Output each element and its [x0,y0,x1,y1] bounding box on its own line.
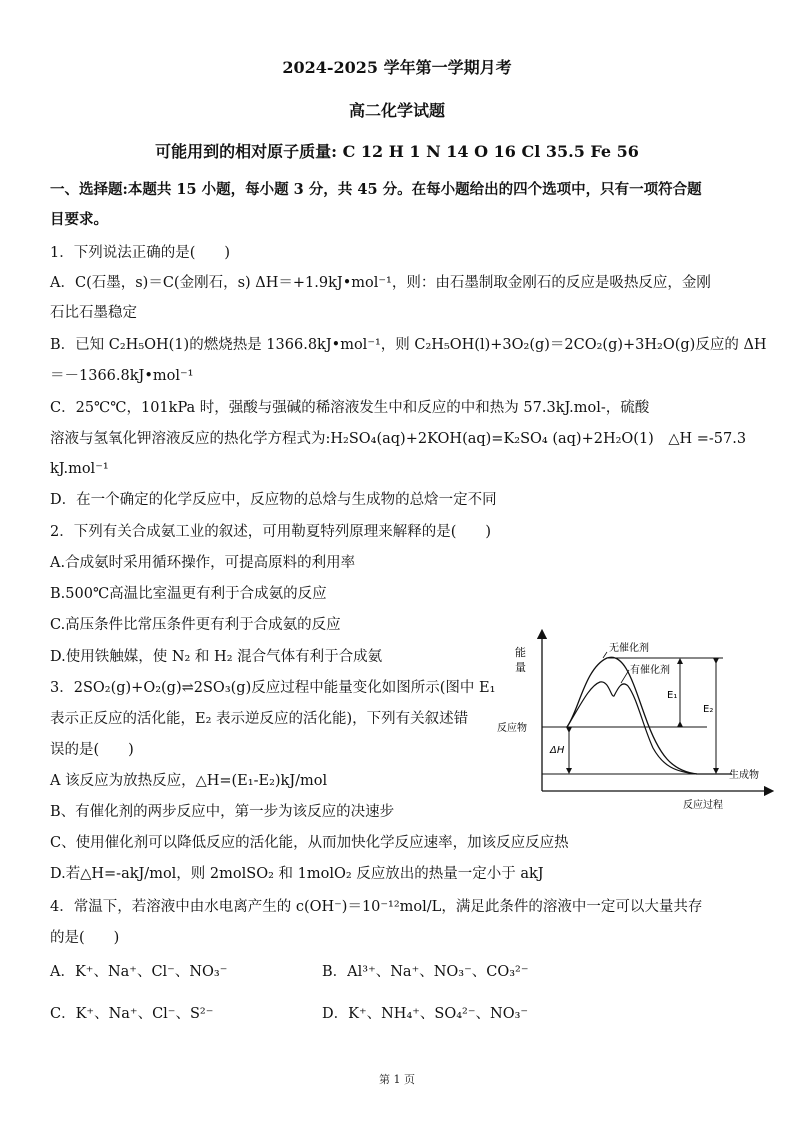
curve-with-catalyst [567,682,697,774]
page-number: 第 1 页 [379,1073,415,1086]
q3-stem-line3: 误的是( ) [50,742,134,758]
section-intro-line2: 目要求。 [50,211,108,228]
subject-title: 高二化学试题 [348,101,445,120]
q4-option-d: D．K⁺、NH₄⁺、SO₄²⁻、NO₃⁻ [322,1006,529,1022]
q4-option-b: B．Al³⁺、Na⁺、NO₃⁻、CO₃²⁻ [322,964,529,980]
q4-stem-line2: 的是( ) [50,930,120,946]
with-catalyst-leader [621,670,629,683]
x-axis-label: 反应过程 [683,800,723,811]
q2-stem: 2．下列有关合成氨工业的叙述，可用勒夏特列原理来解释的是( ) [50,524,492,540]
q2-option-a: A.合成氨时采用循环操作，可提高原料的利用率 [50,555,356,571]
q3-option-a: A 该反应为放热反应，△H=(E₁-E₂)kJ/mol [50,773,328,789]
label-with-catalyst: 有催化剂 [630,665,670,676]
q3-stem-line2: 表示正反应的活化能，E₂ 表示逆反应的活化能)，下列有关叙述错 [50,711,469,727]
q1-option-b-line2: ＝－1366.8kJ•mol⁻¹ [50,368,194,384]
exam-title: 2024-2025 学年第一学期月考 [282,58,512,77]
q4-option-a: A．K⁺、Na⁺、Cl⁻、NO₃⁻ [50,964,228,980]
label-reactants: 反应物 [497,723,527,734]
label-dh: ΔH [550,745,565,756]
atomic-masses: 可能用到的相对原子质量: C 12 H 1 N 14 O 16 Cl 35.5 Fe 56 [155,142,639,161]
q1-option-d: D．在一个确定的化学反应中，反应物的总焓与生成物的总焓一定不同 [50,492,497,508]
y-axis-label-1: 能 [515,646,526,659]
q2-option-d: D.使用铁触媒，使 N₂ 和 H₂ 混合气体有利于合成氨 [50,649,383,665]
q3-option-c: C、使用催化剂可以降低反应的活化能，从而加快化学反应速率，加该反应反应热 [50,835,569,851]
q1-option-c-line3: kJ.mol⁻¹ [50,461,109,477]
q4-stem-line1: 4．常温下，若溶液中由水电离产生的 c(OH⁻)＝10⁻¹²mol/L，满足此条件的溶液中一定可以大量共存 [50,899,703,915]
q1-option-a-line1: A．C(石墨，s)＝C(金刚石，s) ΔH＝+1.9kJ•mol⁻¹，则：由石墨制取金刚石的反应是吸热反应，金刚 [50,275,711,291]
y-axis-label-2: 量 [515,661,526,674]
q3-option-d: D.若△H=-akJ/mol，则 2molSO₂ 和 1molO₂ 反应放出的热量一定小于 akJ [50,866,544,882]
label-products: 生成物 [729,770,759,781]
section-intro-line1: 一、选择题:本题共 15 小题，每小题 3 分，共 45 分。在每小题给出的四个选项中，只有一项符合题 [50,181,702,198]
no-catalyst-leader [603,652,607,658]
q1-option-a-line2: 石比石墨稳定 [50,305,137,321]
label-e2: E₂ [703,704,714,715]
q3-option-b: B、有催化剂的两步反应中，第一步为该反应的决速步 [50,804,395,820]
q3-stem-line1: 3．2SO₂(g)+O₂(g)⇌2SO₃(g)反应过程中能量变化如图所示(图中 E₁ [50,680,496,696]
q1-stem: 1．下列说法正确的是( ) [50,245,231,261]
q1-option-b-line1: B．已知 C₂H₅OH(1)的燃烧热是 1366.8kJ•mol⁻¹，则 C₂H₅OH(l)+3O₂(g)＝2CO₂(g)+3H₂O(g)反应的 ΔH [50,337,767,353]
energy-diagram [497,628,777,813]
q2-option-b: B.500℃高温比室温更有利于合成氨的反应 [50,586,327,602]
label-e1: E₁ [667,690,678,701]
q4-option-c: C．K⁺、Na⁺、Cl⁻、S²⁻ [50,1006,214,1022]
q1-option-c-line2: 溶液与氢氧化钾溶液反应的热化学方程式为:H₂SO₄(aq)+2KOH(aq)=K₂SO₄ (aq)+2H₂O(1) △H =-57.3 [50,431,747,447]
q2-option-c: C.高压条件比常压条件更有利于合成氨的反应 [50,617,341,633]
label-no-catalyst: 无催化剂 [609,643,649,654]
q1-option-c-line1: C．25℃℃，101kPa 时，强酸与强碱的稀溶液发生中和反应的中和热为 57.3kJ.mol-，硫酸 [50,400,650,416]
